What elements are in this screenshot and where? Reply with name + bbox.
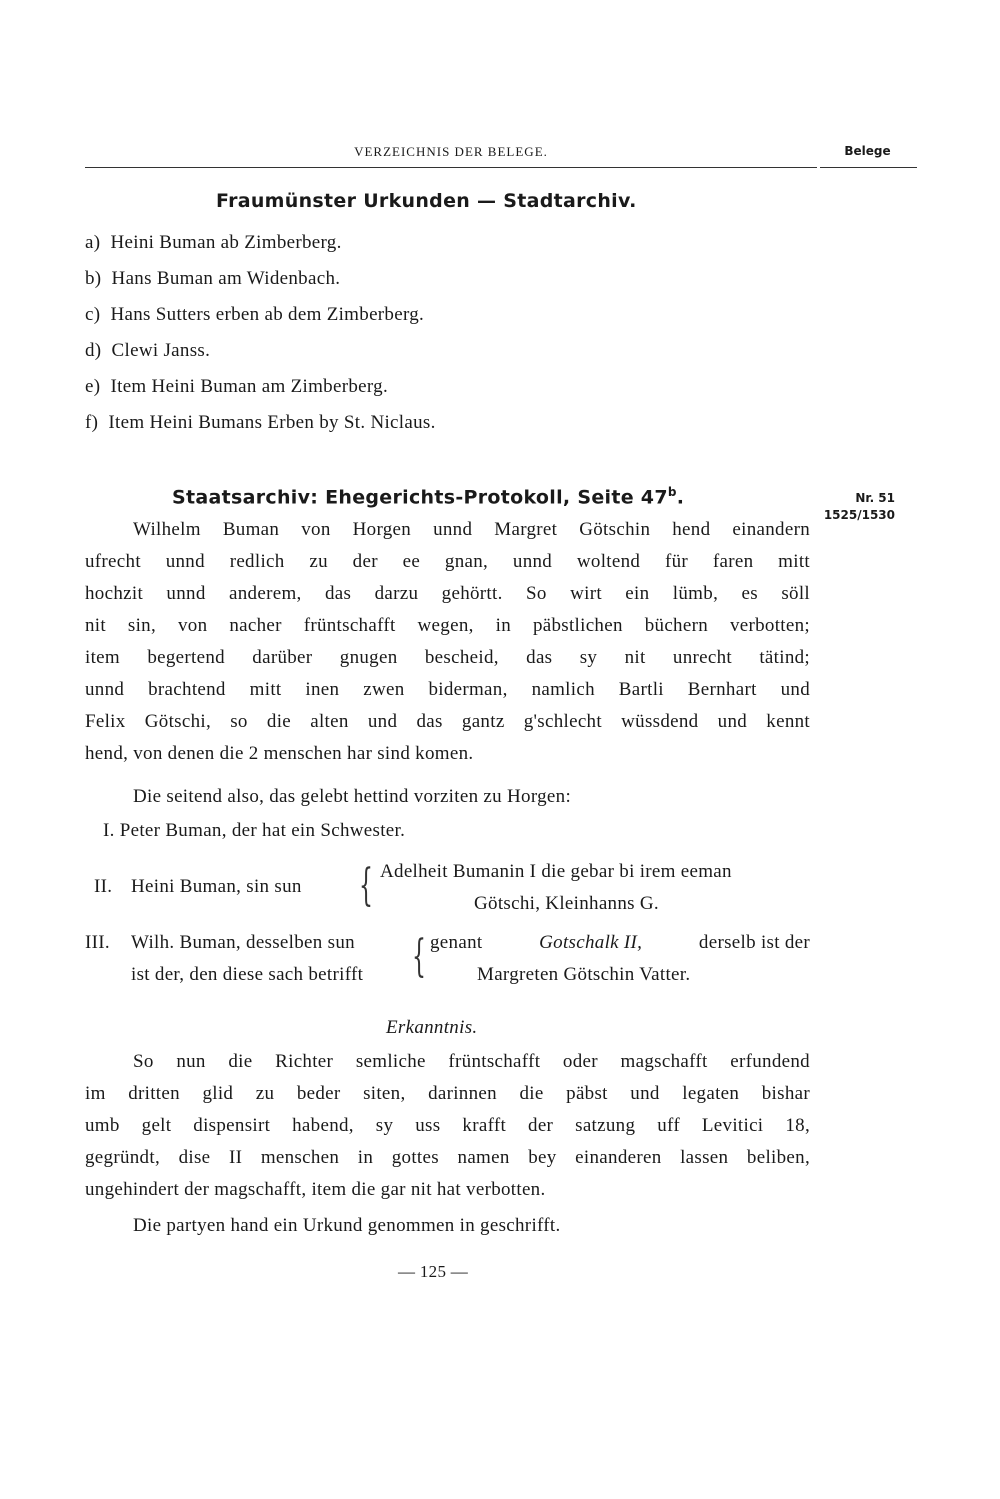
generation-2-text: Heini Buman, sin sun	[131, 876, 302, 897]
generation-2-right-line2: Götschi, Kleinhanns G.	[474, 893, 659, 914]
section-title-staatsarchiv	[172, 485, 684, 508]
item-text: Item Heini Bumans Erben by St. Niclaus.	[108, 412, 436, 433]
text-line: hend, von denen die 2 menschen har sind komen.	[85, 743, 474, 764]
item-marker: a)	[85, 232, 101, 253]
generation-3-line1: Wilh. Buman, desselben sun	[131, 932, 355, 953]
brace-icon: {	[412, 931, 426, 982]
generation-3-numeral: III.	[85, 932, 110, 953]
item-marker: f)	[85, 412, 99, 433]
brace-icon: {	[359, 860, 373, 911]
generation-2-right-line1: Adelheit Bumanin I die gebar bi irem eeman	[380, 861, 732, 882]
title-text: Staatsarchiv: Ehegerichts-Protokoll, Seite 47	[172, 486, 668, 509]
right-rest: derselb ist der	[698, 932, 810, 953]
title-period: .	[676, 486, 685, 509]
generation-3-right-line1	[430, 932, 810, 954]
text-line: hochzit unnd anderem, das darzu gehörtt. So wirt ein lümb, es söll	[85, 583, 810, 604]
side-label: Belege	[844, 144, 891, 158]
generation-numeral: I.	[103, 820, 115, 841]
generation-3-right-line2: Margreten Götschin Vatter.	[477, 964, 691, 985]
subheading-erkanntnis: Erkanntnis.	[386, 1017, 478, 1038]
item-text: Item Heini Buman am Zimberberg.	[110, 376, 389, 397]
list-item	[85, 376, 388, 398]
generation-2-numeral: II.	[94, 876, 113, 897]
margin-number: Nr. 51	[855, 491, 895, 505]
generation-1	[103, 820, 405, 842]
item-marker: c)	[85, 304, 101, 325]
title-superscript: b	[667, 485, 677, 499]
text-line: ungehindert der magschafft, item die gar nit hat verbotten.	[85, 1179, 546, 1200]
item-marker: b)	[85, 268, 102, 289]
paragraph-4: Die partyen hand ein Urkund genommen in geschrifft.	[133, 1215, 561, 1236]
section-title-fraumuenster: Fraumünster Urkunden — Stadtarchiv.	[216, 190, 637, 212]
item-marker: d)	[85, 340, 102, 361]
text-line: So nun die Richter semliche früntschafft oder magschafft erfundend	[133, 1051, 810, 1072]
generation-text: Peter Buman, der hat ein Schwester.	[119, 820, 406, 841]
list-item	[85, 340, 210, 362]
list-item	[85, 232, 342, 254]
item-text: Hans Sutters erben ab dem Zimberberg.	[110, 304, 425, 325]
list-item	[85, 268, 340, 290]
text-line: umb gelt dispensirt habend, sy uss krafft der satzung uff Levitici 18,	[85, 1115, 810, 1136]
item-text: Hans Buman am Widenbach.	[111, 268, 341, 289]
text-line: Wilhelm Buman von Horgen unnd Margret Götschin hend einandern	[133, 519, 810, 540]
side-rule	[820, 167, 917, 168]
text-line: gegründt, dise II menschen in gottes namen bey einanderen lassen beliben,	[85, 1147, 810, 1168]
list-item	[85, 304, 424, 326]
text-line: item begertend darüber gnugen bescheid, das sy nit unrecht tätind;	[85, 647, 810, 668]
paragraph-2: Die seitend also, das gelebt hettind vorziten zu Horgen:	[133, 786, 572, 807]
running-title: VERZEICHNIS DER BELEGE.	[354, 144, 548, 159]
page-number: — 125 —	[398, 1262, 469, 1281]
text-line: ufrecht unnd redlich zu der ee gnan, unnd woltend für faren mitt	[85, 551, 810, 572]
item-text: Heini Buman ab Zimberberg.	[110, 232, 342, 253]
right-name: Gotschalk II,	[539, 932, 643, 953]
item-marker: e)	[85, 376, 101, 397]
text-line: nit sin, von nacher früntschafft wegen, in päbstlichen büchern verbotten;	[85, 615, 810, 636]
text-line: unnd brachtend mitt inen zwen biderman, namlich Bartli Bernhart und	[85, 679, 810, 700]
text-line: im dritten glid zu beder siten, darinnen die päbst und legaten bishar	[85, 1083, 810, 1104]
generation-3-line2: ist der, den diese sach betrifft	[131, 964, 364, 985]
text-line: Felix Götschi, so die alten und das gantz g'schlecht wüssdend und kennt	[85, 711, 810, 732]
margin-date: 1525/1530	[823, 508, 895, 522]
item-text: Clewi Janss.	[111, 340, 211, 361]
list-item	[85, 412, 436, 434]
right-word: genant	[430, 932, 483, 953]
header-rule	[85, 167, 817, 168]
